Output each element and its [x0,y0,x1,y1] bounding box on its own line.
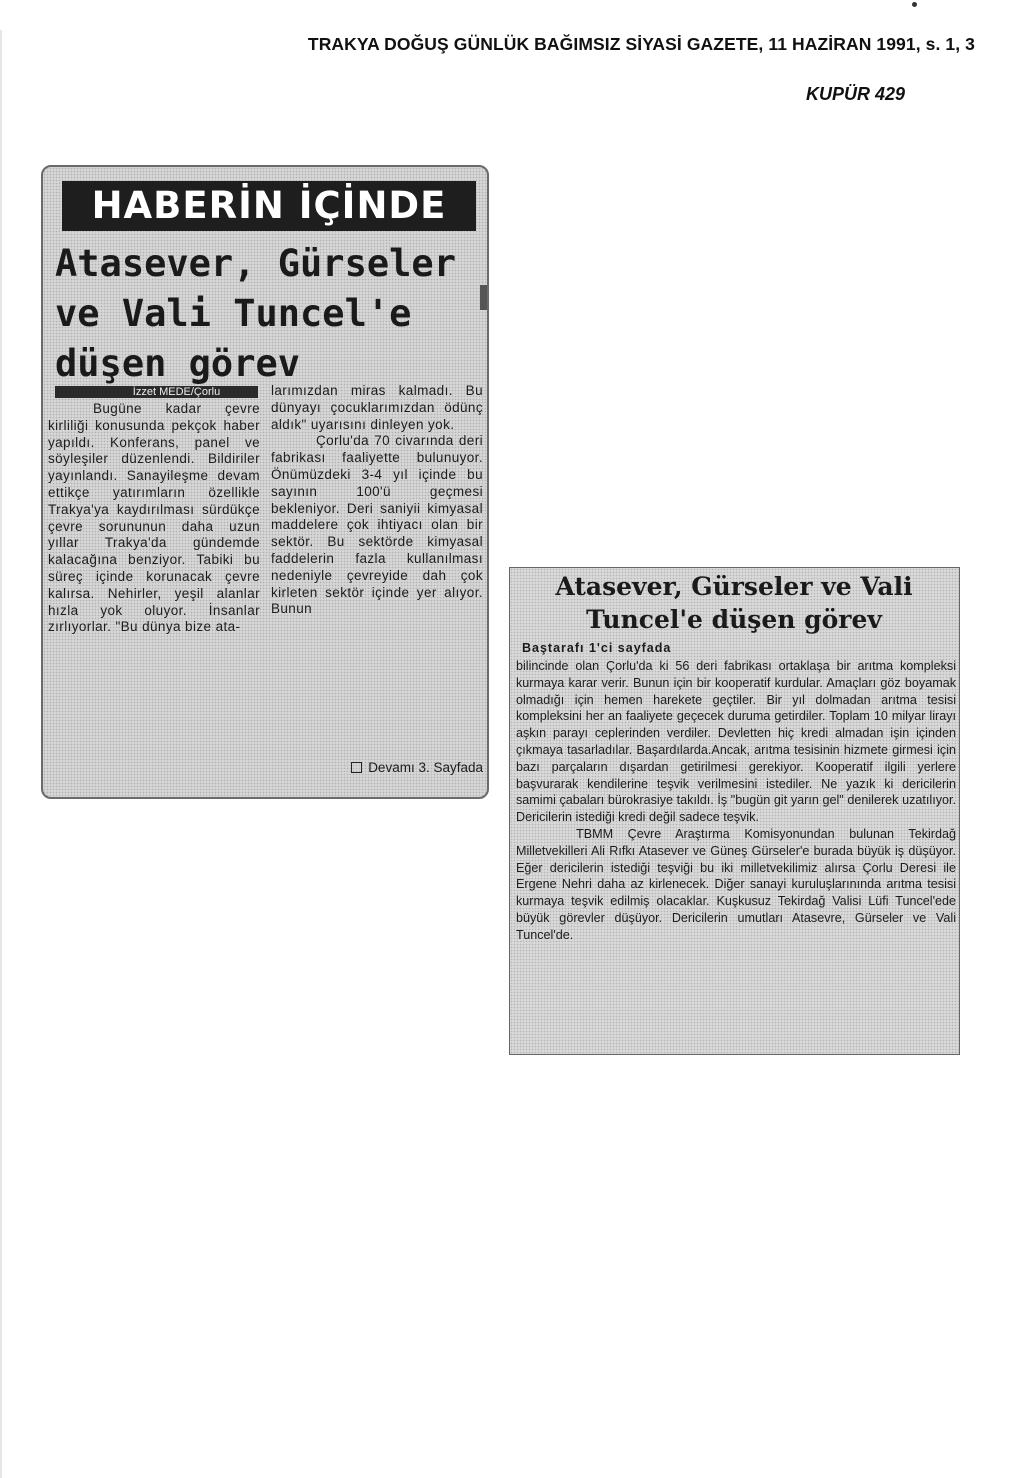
clipping-number: KUPÜR 429 [805,84,905,104]
byline-text: İzzet MEDE/Çorlu [132,386,221,398]
column-right-paragraph-1: larımızdan miras kalmadı. Bu dünyayı çocuklarımızdan ödünç aldık" uyarısını dinleyen yok. [271,383,483,432]
column-left-text: Bugüne kadar çevre kirliliği konusunda pekçok haber yapıldı. Konferans, panel ve söyleşiler düzenlendi. Bildiriler yayınlandı. Sanayileşme devam ettikçe yatırımların özellikle Trakya'ya kaydırılması sürdükçe çevre sorununun daha uzun yıllar Trakya'da gündemde kalacağına benziyor. Tabiki bu süreç içinde korunacak çevre kalırsa. Nehirler, yeşil alanlar hızla yok oluyor. İnsanlar zırlıyorlar. "Bu dünya bize ata- [48,401,260,635]
continued-note [313,760,483,775]
source-citation: TRAKYA DOĞUŞ GÜNLÜK BAĞIMSIZ SİYASİ GAZETE, 11 HAZİRAN 1991, s. 1, 3 [307,34,975,54]
continuation-headline: Atasever, Gürseler ve Vali Tuncel'e düşen görev [555,572,913,634]
continuation-paragraph-1: bilincinde olan Çorlu'da ki 56 deri fabrikası ortaklaşa bir arıtma kompleksi kurmaya karar verir. Bunun için bir kooperatif kurdular. Amaçları göz boyamak olmadığı için hemen harekete geçtiler. Bir yıl dolmadan arıtma tesisi kompleksini her an faaliyete geçecek duruma getirdiler. Toplam 10 milyar lirayı aşkın parayı ceplerinden verdiler. Devletten hiç kredi almadan işin içinden çıkmaya tasarladılar. Başardılarda.Ancak, arıtma tesisinin hizmete girmesi için bazı parçaların dışardan getirilmesi gerekiyor. Kooperatif ilgili yerlere başvurarak kendilerine teşvik verilmesini istediler. Ne yazık ki dericilerin samimi çabaları bürokrasiye takıldı. İş "bugün git yarın gel" denilerek uzatılıyor. Dericilerin istediği kredi değil sadece teşvik. [516,659,956,825]
continuation-paragraph-2: TBMM Çevre Araştırma Komisyonundan bulunan Tekirdağ Milletvekilleri Ali Rıfkı Atasever ve Güneş Gürseler'e burada büyük iş düşüyor. Eğer dericilerin istediği teşviği bu iki milletvekilimiz alırsa Çorlu Deresi ile Ergene Nehri daha az kirlenecek. Diğer sanayi kuruluşlarınında arıtma tesisi kurmaya teşvik edilmiş olacaklar. Kuşkusuz Tekirdağ Valisi Lüfi Tuncel'ede büyük görevler düşüyor. Dericilerin umutları Atasevre, Gürseler ve Vali Tuncel'de. [516,826,956,942]
scan-edge [0,30,2,1478]
article-column-right [271,383,483,618]
article-headline: Atasever, Gürseler ve Vali Tuncel'e düşen görev [55,242,456,385]
byline [55,386,258,398]
page-3-clipping [509,567,960,1055]
square-bullet-icon [351,762,362,773]
continuation-body [516,658,956,944]
continued-text: Devamı 3. Sayfada [368,760,483,775]
headline-rule [480,285,489,310]
article-column-left [48,401,260,636]
section-kicker: HABERİN İÇİNDE [62,181,476,231]
stray-mark [912,2,917,7]
front-page-clipping [41,165,489,799]
column-right-paragraph-2: Çorlu'da 70 civarında deri fabrikası faaliyette bulunuyor. Önümüzdeki 3-4 yıl içinde bu sayının 100'ü geçmesi bekleniyor. Deri saniyii kimyasal maddelere çok ihtiyacı olan bir sektör. Bu sektörde kimyasal faddelerin fazla kullanılması nedeniyle çevreyide dah çok kirleten sektör içinde yer alıyor. Bunun [271,433,483,617]
continued-from: Baştarafı 1'ci sayfada [522,641,672,655]
